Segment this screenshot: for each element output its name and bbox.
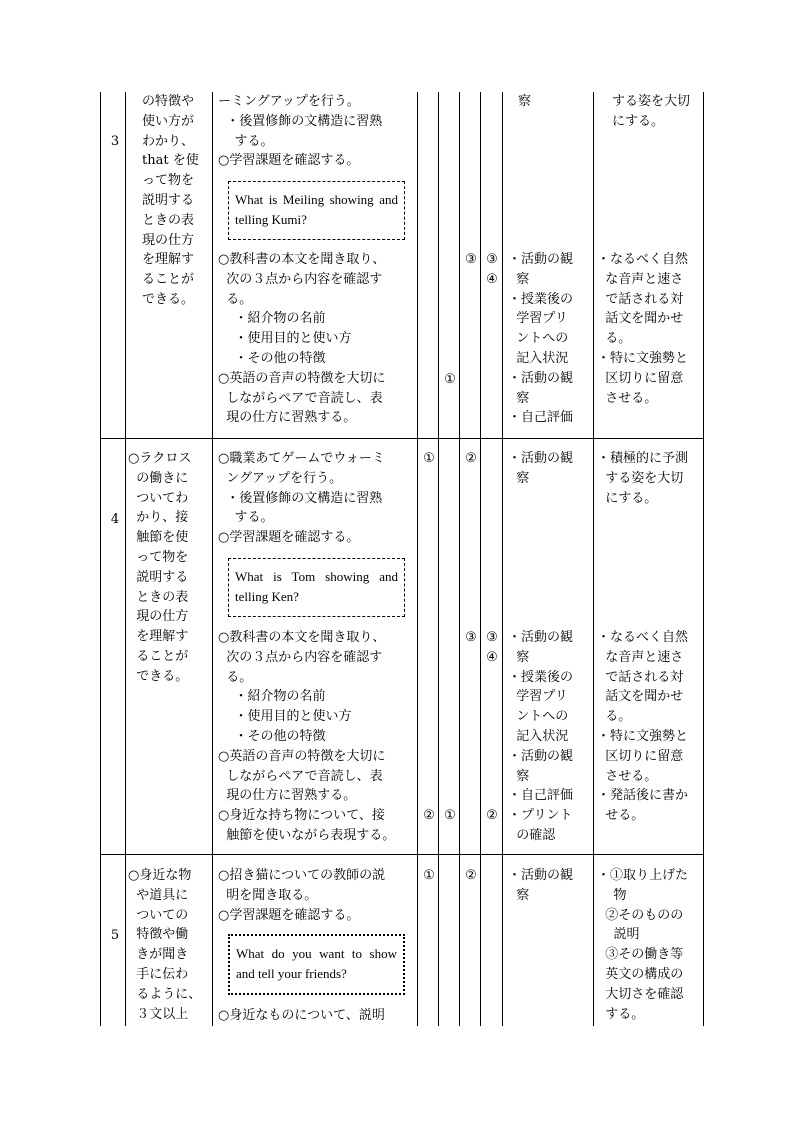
- evaluation-method-top: ・活動の観 察: [508, 451, 574, 486]
- evaluation-method-top: ・活動の観 察: [508, 868, 574, 903]
- row-divider: [100, 854, 704, 855]
- evaluation-mark: ③: [465, 252, 477, 267]
- teacher-notes-top: ・積極的に予測 する姿を大切 にする。: [597, 451, 689, 506]
- evaluation-mark: ④: [486, 650, 498, 665]
- evaluation-mark: ①: [423, 451, 435, 466]
- evaluation-method: ・活動の観 察 ・授業後の 学習プリ ントへの 記入状況 ・活動の観 察 ・自己評価 ・プリント の確認: [508, 630, 574, 843]
- lesson-goal: ○ラクロス の働きに ついてわ かり、接 触節を使 って物を 説明する ときの表 現の仕方 を理解す ることが できる。: [128, 451, 192, 684]
- col-divider: [593, 92, 594, 1026]
- col-divider: [502, 92, 503, 1026]
- task-question-box: What do you want to show and tell your friends?: [228, 934, 405, 995]
- evaluation-mark: ③: [465, 630, 477, 645]
- evaluation-mark: ③: [486, 252, 498, 267]
- col-divider: [417, 92, 418, 1026]
- evaluation-mark: ①: [444, 808, 456, 823]
- evaluation-mark: ②: [465, 451, 477, 466]
- table-border-left: [100, 92, 101, 1026]
- evaluation-mark: ①: [444, 372, 456, 387]
- lesson-number: 5: [110, 928, 120, 943]
- evaluation-mark: ③: [486, 630, 498, 645]
- col-divider: [212, 92, 213, 1026]
- task-question-box: What is Meiling showing and telling Kumi?: [228, 181, 405, 240]
- evaluation-mark: ②: [423, 808, 435, 823]
- lesson-goal: の特徴や 使い方が わかり、 that を使 って物を 説明する ときの表 現の仕方 を理解す ることが できる。: [142, 94, 199, 307]
- table-border-right: [703, 92, 704, 1026]
- evaluation-mark: ②: [486, 808, 498, 823]
- row-divider: [100, 438, 704, 439]
- teacher-notes: ・なるべく自然 な音声と速さ で話される対 話文を聞かせ る。 ・特に文強勢と 区切りに留意 させる。: [597, 252, 689, 406]
- activities-top: ○招き猫についての教師の説 明を聞き取る。 ○学習課題を確認する。: [218, 868, 386, 923]
- teacher-notes-top: する姿を大切 にする。: [612, 94, 691, 129]
- lesson-goal: ○身近な物 や道具に ついての 特徴や働 きが聞き 手に伝わ るように、 ３文以上: [128, 868, 202, 1022]
- evaluation-mark: ②: [465, 868, 477, 883]
- activities-top: ○職業あてゲームでウォーミ ングアップを行う。 ・後置修飾の文構造に習熟 する。 ○学習課題を確認する。: [218, 451, 385, 546]
- teacher-notes-top: ・①取り上げた 物 ②そのものの 説明 ③その働き等 英文の構成の 大切さを確認 する。: [597, 868, 689, 1022]
- teacher-notes: ・なるべく自然 な音声と速さ で話される対 話文を聞かせ る。 ・特に文強勢と 区切りに留意 させる。 ・発話後に書か せる。: [597, 630, 689, 824]
- lesson-number: 4: [110, 512, 120, 527]
- evaluation-method: ・活動の観 察 ・授業後の 学習プリ ントへの 記入状況 ・活動の観 察 ・自己評価: [508, 252, 574, 426]
- lesson-number: 3: [110, 134, 120, 149]
- activities-bottom: ○教科書の本文を聞き取り、 次の３点から内容を確認す る。 ・紹介物の名前 ・使用目的と使い方 ・その他の特徴 ○英語の音声の特徴を大切に しながらペアで音読し、表 現の仕方に習熟する。 ○身近な持ち物について、接 触節を使いながら表現する。: [218, 630, 396, 843]
- col-divider: [125, 92, 126, 1026]
- evaluation-mark: ④: [486, 272, 498, 287]
- activities-top: ーミングアップを行う。 ・後置修飾の文構造に習熟 する。 ○学習課題を確認する。: [218, 94, 383, 169]
- lesson-plan-table: [100, 92, 704, 1026]
- task-question-box: What is Tom showing and telling Ken?: [228, 558, 405, 617]
- activities-bottom: ○身近なものについて、説明: [218, 1008, 385, 1023]
- evaluation-method-top: 察: [518, 94, 532, 109]
- activities-bottom: ○教科書の本文を聞き取り、 次の３点から内容を確認す る。 ・紹介物の名前 ・使用目的と使い方 ・その他の特徴 ○英語の音声の特徴を大切に しながらペアで音読し、表 現の仕方に習熟する。: [218, 252, 386, 426]
- col-divider: [459, 92, 460, 1026]
- evaluation-mark: ①: [423, 868, 435, 883]
